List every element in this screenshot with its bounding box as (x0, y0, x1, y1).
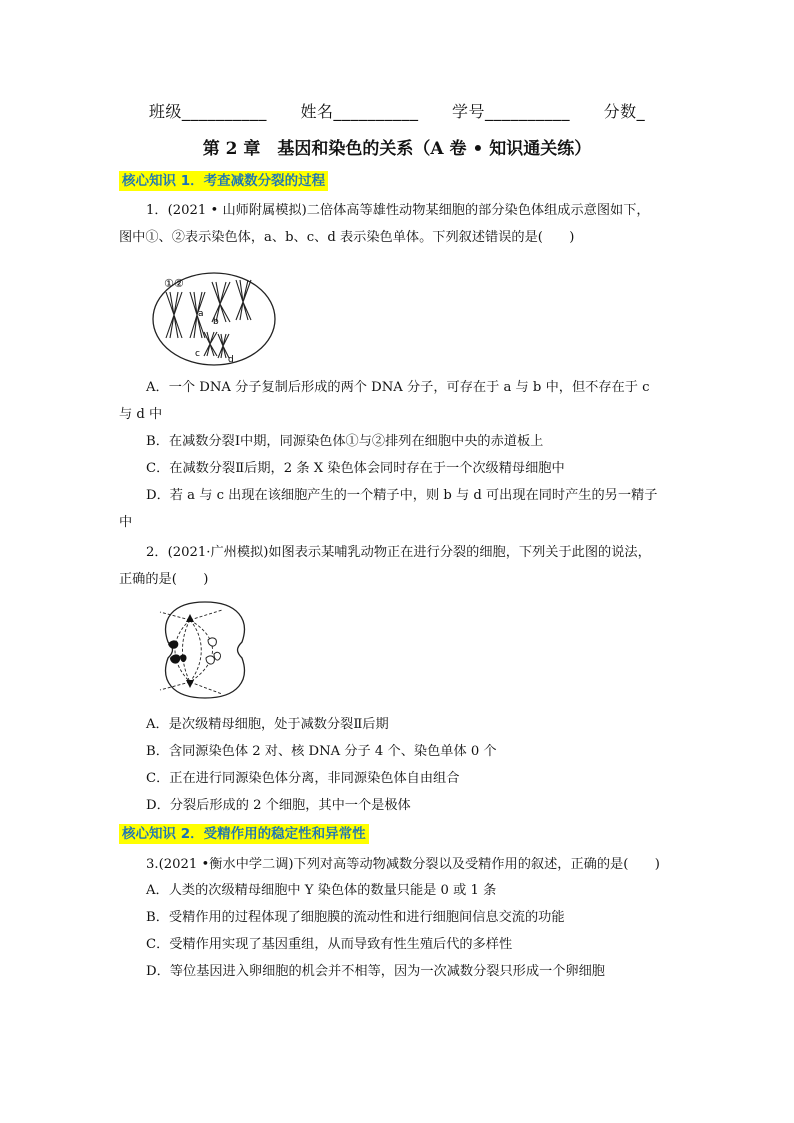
q1-option-d-line1[interactable]: D．若 a 与 c 出现在该细胞产生的一个精子中，则 b 与 d 可出现在同时产生的另一精子 (146, 488, 658, 503)
q2-option-d[interactable]: D．分裂后形成的 2 个细胞，其中一个是极体 (146, 798, 411, 813)
score-field[interactable]: 分数_ (603, 102, 646, 121)
student-id-field[interactable]: 学号__________ (452, 102, 571, 121)
dividing-cell-diagram (150, 598, 260, 703)
figure-label-a: a (198, 309, 204, 319)
class-field[interactable]: 班级__________ (148, 102, 267, 121)
q1-option-b[interactable]: B．在减数分裂Ⅰ中期，同源染色体①与②排列在细胞中央的赤道板上 (146, 434, 544, 449)
q1-option-a-line1[interactable]: A．一个 DNA 分子复制后形成的两个 DNA 分子，可存在于 a 与 b 中，但不存在于 c (146, 380, 650, 395)
q3-stem: 3.(2021 •衡水中学二调)下列对高等动物减数分裂以及受精作用的叙述，正确的是( ) (146, 857, 660, 872)
q2-figure (150, 598, 260, 707)
q3-option-c[interactable]: C．受精作用实现了基因重组，从而导致有性生殖后代的多样性 (146, 937, 513, 952)
q3-option-a[interactable]: A．人类的次级精母细胞中 Y 染色体的数量只能是 0 或 1 条 (146, 883, 497, 898)
figure-label-d: d (228, 355, 234, 365)
q2-stem-line1: 2．(2021·广州模拟)如图表示某哺乳动物正在进行分裂的细胞，下列关于此图的说法， (146, 545, 651, 560)
figure-label-12: ①② (164, 277, 184, 290)
section-heading-1: 核心知识 1．考查减数分裂的过程 (119, 171, 328, 191)
q1-option-a-line2: 与 d 中 (119, 407, 163, 422)
q3-option-b[interactable]: B．受精作用的过程体现了细胞膜的流动性和进行细胞间信息交流的功能 (146, 910, 565, 925)
q1-stem-line1: 1．(2021 • 山师附属模拟)二倍体高等雄性动物某细胞的部分染色体组成示意图如下， (146, 203, 650, 218)
q2-stem-line2: 正确的是( ) (119, 572, 209, 587)
page-title: 第 2 章 基因和染色的关系（A 卷 • 知识通关练） (202, 139, 592, 159)
figure-label-b: b (213, 317, 219, 327)
q1-option-d-line2: 中 (119, 515, 133, 530)
cell-chromosome-diagram (150, 270, 280, 370)
q1-figure (150, 270, 280, 374)
figure-label-c: c (195, 349, 200, 359)
q1-option-c[interactable]: C．在减数分裂Ⅱ后期，2 条 X 染色体会同时存在于一个次级精母细胞中 (146, 461, 565, 476)
name-field[interactable]: 姓名__________ (300, 102, 419, 121)
q2-option-c[interactable]: C．正在进行同源染色体分离，非同源染色体自由组合 (146, 771, 460, 786)
student-info-header (0, 99, 794, 122)
q2-option-a[interactable]: A．是次级精母细胞，处于减数分裂Ⅱ后期 (146, 717, 389, 732)
q2-option-b[interactable]: B．含同源染色体 2 对、核 DNA 分子 4 个、染色单体 0 个 (146, 744, 497, 759)
q3-option-d[interactable]: D．等位基因进入卵细胞的机会并不相等，因为一次减数分裂只形成一个卵细胞 (146, 964, 605, 979)
section-heading-2: 核心知识 2．受精作用的稳定性和异常性 (119, 824, 369, 844)
q1-stem-line2: 图中①、②表示染色体，a、b、c、d 表示染色单体。下列叙述错误的是( ) (119, 230, 575, 245)
